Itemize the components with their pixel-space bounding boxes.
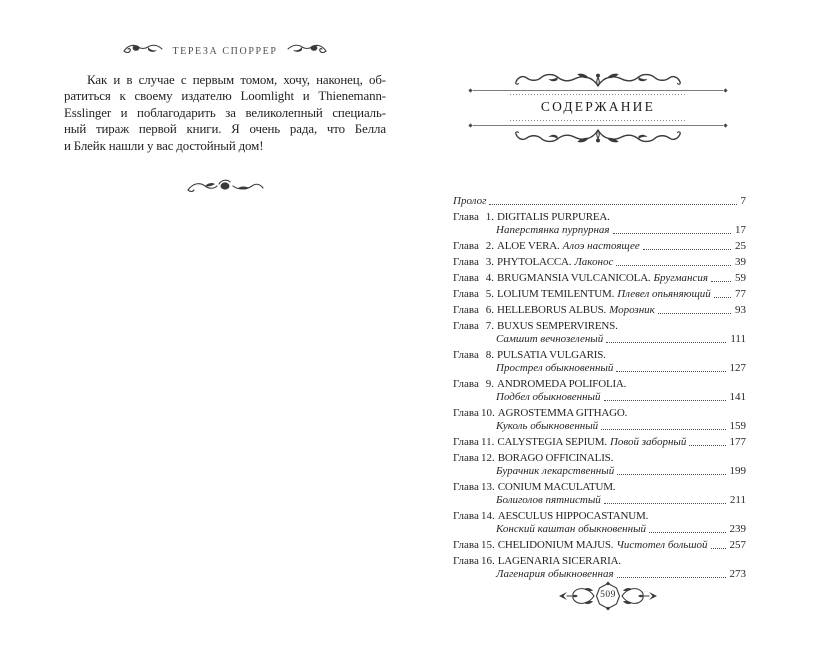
toc-chapter-number: 16. [481, 555, 495, 567]
toc-page-number: 141 [729, 391, 746, 403]
toc-entry-line2 [496, 224, 746, 237]
toc-chapter-number: 11. [481, 436, 495, 448]
left-page [64, 0, 386, 662]
toc-dot-leader [711, 548, 726, 549]
toc-russian-name: Куколь обыкновенный [496, 420, 599, 432]
toc-latin-name: CHELIDONIUM MAJUS. [497, 539, 614, 551]
toc-entry [453, 436, 746, 449]
floral-scroll-left-icon [123, 42, 163, 60]
toc-entry-line2 [496, 420, 746, 433]
toc-entry [453, 272, 746, 285]
toc-entry-line2 [496, 494, 746, 507]
toc-russian-name: Чистотел большой [616, 539, 708, 551]
toc-chapter-label: Глава [453, 378, 479, 390]
toc-dot-leader [617, 577, 726, 578]
toc-entry-line1 [453, 555, 746, 568]
toc-russian-name: Пролог [453, 195, 487, 207]
toc-page-number: 159 [729, 420, 746, 432]
toc-chapter-number: 8. [485, 349, 494, 361]
toc-entry-line1 [453, 195, 746, 208]
toc-latin-name: ALOE VERA. [497, 240, 560, 252]
toc-chapter-number: 7. [485, 320, 494, 332]
running-header [64, 42, 386, 60]
toc-latin-name: LOLIUM TEMILENTUM. [497, 288, 615, 300]
toc-chapter-number: 9. [485, 378, 494, 390]
toc-russian-name: Самшит вечнозеленый [496, 333, 604, 345]
toc-latin-name: PULSATIA VULGARIS. [497, 349, 606, 361]
toc-entry-line1 [453, 349, 746, 362]
toc-entry [453, 555, 746, 581]
toc-latin-name: PHYTOLACCA. [497, 256, 572, 268]
toc-page-number: 39 [735, 256, 746, 268]
frame-rule-top [470, 89, 726, 92]
author-name: ТЕРЕЗА СПОРРЕР [172, 45, 278, 57]
toc-latin-name: BUXUS SEMPERVIRENS. [497, 320, 618, 332]
toc-chapter-label: Глава [453, 304, 479, 316]
rule-end-dot [723, 88, 727, 92]
toc-chapter-number: 1. [485, 211, 494, 223]
toc-entry-line1 [453, 539, 746, 552]
toc-latin-name: LAGENARIA SICERARIA. [497, 555, 621, 567]
toc-dot-leader [489, 204, 736, 205]
toc-chapter-label: Глава [453, 539, 479, 551]
toc-latin-name: HELLEBORUS ALBUS. [497, 304, 607, 316]
toc-chapter-label: Глава [453, 211, 479, 223]
toc-entry-line1 [453, 320, 746, 333]
toc-entry-line1 [453, 407, 746, 420]
toc-russian-name: Конский каштан обыкновенный [496, 523, 647, 535]
toc-latin-name: DIGITALIS PURPUREA. [497, 211, 610, 223]
toc-entry-line1 [453, 304, 746, 317]
toc-entry [453, 211, 746, 237]
toc-russian-name: Бурачник лекарственный [496, 465, 615, 477]
toc-chapter-label: Глава [453, 256, 479, 268]
toc-latin-name: ANDROMEDA POLIFOLIA. [497, 378, 627, 390]
toc-page-number: 59 [735, 272, 746, 284]
paragraph-line: и Блейк нашли у вас достойный дом! [64, 138, 264, 153]
toc-entry [453, 320, 746, 346]
toc-chapter-label: Глава [453, 288, 479, 300]
toc-dot-leader [604, 400, 726, 401]
toc-dot-leader [658, 313, 731, 314]
rule-end-dot [468, 123, 472, 127]
toc-page-number: 111 [730, 333, 746, 345]
toc-latin-name: CALYSTEGIA SEPIUM. [497, 436, 607, 448]
dotted-rule-bottom [510, 120, 686, 122]
toc-entry-line1 [453, 452, 746, 465]
toc-chapter-label: Глава [453, 349, 479, 361]
toc-chapter-number: 10. [481, 407, 495, 419]
page-medallion [558, 581, 658, 611]
toc-dot-leader [649, 532, 725, 533]
right-page [448, 0, 748, 662]
toc-page-number: 17 [735, 224, 746, 236]
toc-entry-line1 [453, 436, 746, 449]
contents-title: СОДЕРЖАНИЕ [540, 99, 656, 114]
toc-entry [453, 304, 746, 317]
toc-chapter-number: 15. [481, 539, 495, 551]
toc-latin-name: BRUGMANSIA VULCANICOLA. [497, 272, 651, 284]
toc-entry-line1 [453, 288, 746, 301]
toc-entry-line2 [496, 333, 746, 346]
toc-entry [453, 195, 746, 208]
toc-chapter-number: 5. [485, 288, 494, 300]
toc-russian-name: Морозник [609, 304, 655, 316]
toc-entry [453, 349, 746, 375]
ornate-scroll-top-icon [513, 71, 683, 90]
toc-dot-leader [711, 281, 731, 282]
toc-entry [453, 240, 746, 253]
toc-chapter-label: Глава [453, 272, 479, 284]
toc-entry-line1 [453, 256, 746, 269]
toc-page-number: 199 [729, 465, 746, 477]
toc-chapter-label: Глава [453, 555, 479, 567]
toc-russian-name: Бругмансия [653, 272, 708, 284]
toc-entry-line2 [496, 391, 746, 404]
toc-dot-leader [616, 265, 731, 266]
toc-page-number: 177 [729, 436, 746, 448]
toc-russian-name: Подбел обыкновенный [496, 391, 601, 403]
toc-chapter-label: Глава [453, 452, 479, 464]
toc-entry [453, 510, 746, 536]
toc-chapter-number: 4. [485, 272, 494, 284]
toc-dot-leader [613, 233, 731, 234]
ornate-scroll-bottom-icon [513, 126, 683, 145]
toc-page-number: 25 [735, 240, 746, 252]
toc-russian-name: Прострел обыкновенный [496, 362, 614, 374]
toc-entry [453, 481, 746, 507]
rule-end-dot [468, 88, 472, 92]
toc-entry [453, 256, 746, 269]
toc-entry [453, 539, 746, 552]
toc-entry-line1 [453, 211, 746, 224]
paragraph-line: ный тираж первой книги. Я очень рада, что Белла [64, 122, 386, 137]
toc-dot-leader [643, 249, 731, 250]
toc-chapter-label: Глава [453, 320, 479, 332]
toc-latin-name: BORAGO OFFICINALIS. [497, 452, 614, 464]
toc-chapter-label: Глава [453, 240, 479, 252]
toc-russian-name: Болиголов пятнистый [496, 494, 601, 506]
toc-chapter-label: Глава [453, 510, 479, 522]
toc-entry-line2 [496, 465, 746, 478]
toc-chapter-number: 6. [485, 304, 494, 316]
toc-page-number: 211 [729, 494, 746, 506]
toc-entry-line1 [453, 240, 746, 253]
toc-entry-line2 [496, 362, 746, 375]
toc-chapter-number: 2. [485, 240, 494, 252]
toc-entry-line1 [453, 378, 746, 391]
paragraph-line: Esslinger и поблагодарить за великолепный специаль- [64, 105, 386, 120]
floral-divider-icon [64, 178, 386, 196]
toc-entry [453, 407, 746, 433]
toc-dot-leader [601, 429, 725, 430]
rule-line [473, 90, 723, 91]
folio-page-number: 509 [600, 590, 616, 600]
toc-entry-line2 [496, 523, 746, 536]
toc-entry [453, 378, 746, 404]
toc-latin-name: AGROSTEMMA GITHAGO. [497, 407, 628, 419]
toc-chapter-number: 12. [481, 452, 495, 464]
toc-dot-leader [689, 445, 725, 446]
toc-entry [453, 288, 746, 301]
toc-dot-leader [617, 474, 725, 475]
toc-page-number: 77 [735, 288, 746, 300]
toc-entry-line1 [453, 272, 746, 285]
dotted-rule-top [510, 94, 686, 96]
toc-page-number: 239 [729, 523, 746, 535]
toc-entry-line1 [453, 481, 746, 494]
toc-chapter-number: 13. [481, 481, 495, 493]
toc-russian-name: Наперстянка пурпурная [496, 224, 610, 236]
toc-latin-name: CONIUM MACULATUM. [497, 481, 616, 493]
floral-scroll-right-icon [287, 42, 327, 60]
toc-chapter-label: Глава [453, 407, 479, 419]
toc-page-number: 273 [729, 568, 746, 580]
toc-chapter-label: Глава [453, 481, 479, 493]
toc-russian-name: Лагенария обыкновенная [496, 568, 614, 580]
toc-latin-name: AESCULUS HIPPOCASTANUM. [497, 510, 649, 522]
toc-dot-leader [714, 297, 731, 298]
paragraph-line: Как и в случае с первым томом, хочу, наконец, об- [87, 73, 386, 87]
toc-entry-line1 [453, 510, 746, 523]
toc-entry [453, 452, 746, 478]
toc-chapter-number: 14. [481, 510, 495, 522]
toc-page-number: 93 [735, 304, 746, 316]
toc-page-number: 7 [740, 195, 746, 207]
toc-russian-name: Алоэ настоящее [562, 240, 640, 252]
toc-dot-leader [616, 371, 725, 372]
toc-chapter-number: 3. [485, 256, 494, 268]
toc-dot-leader [606, 342, 726, 343]
acknowledgment-paragraph [64, 72, 386, 154]
toc-page-number: 257 [729, 539, 746, 551]
toc-entry-line2 [496, 568, 746, 581]
toc-page-number: 127 [729, 362, 746, 374]
toc-chapter-label: Глава [453, 436, 479, 448]
toc-russian-name: Лаконос [574, 256, 614, 268]
toc-russian-name: Плевел опьяняющий [617, 288, 711, 300]
toc-dot-leader [604, 503, 726, 504]
rule-end-dot [723, 123, 727, 127]
toc-list [453, 195, 746, 584]
toc-russian-name: Повой заборный [609, 436, 687, 448]
paragraph-line: ратиться к своему издателю Loomlight и Thienemann- [64, 89, 386, 104]
